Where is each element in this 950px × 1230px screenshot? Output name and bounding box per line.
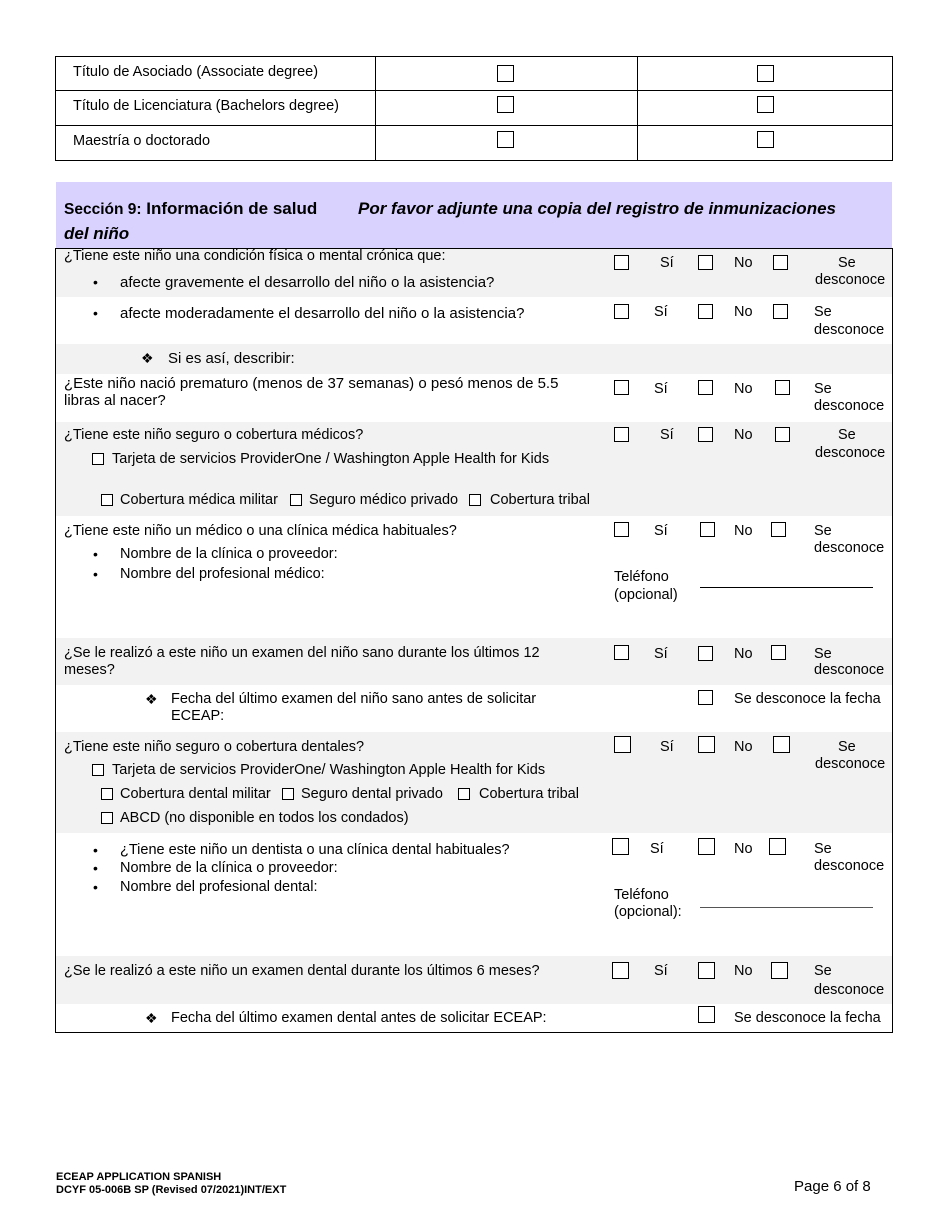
phone-field[interactable] bbox=[700, 907, 873, 908]
unknown-label: Se bbox=[814, 304, 832, 320]
phone-field[interactable] bbox=[700, 587, 873, 588]
private-checkbox[interactable] bbox=[290, 494, 302, 506]
medical-coverage-question: ¿Tiene este niño seguro o cobertura médicos? bbox=[64, 427, 364, 443]
footer-form-number: DCYF 05-006B SP (Revised 07/2021)INT/EXT bbox=[56, 1184, 287, 1196]
no-checkbox[interactable] bbox=[698, 736, 715, 753]
no-label: No bbox=[734, 523, 753, 539]
wellchild-date-label: Fecha del último examen del niño sano antes de solicitar bbox=[171, 691, 537, 707]
bullet-icon: • bbox=[93, 305, 98, 321]
no-checkbox[interactable] bbox=[698, 838, 715, 855]
yes-checkbox[interactable] bbox=[614, 522, 629, 537]
edu-checkbox[interactable] bbox=[757, 96, 774, 113]
chronic-bullet: afecte moderadamente el desarrollo del niño o la asistencia? bbox=[120, 305, 525, 322]
yes-label: Sí bbox=[654, 963, 668, 979]
bullet-icon: • bbox=[93, 842, 98, 858]
no-checkbox[interactable] bbox=[698, 427, 713, 442]
yes-label: Sí bbox=[654, 381, 668, 397]
yes-label: Sí bbox=[650, 841, 664, 857]
unknown-checkbox[interactable] bbox=[769, 838, 786, 855]
unknown-label: Se bbox=[814, 841, 832, 857]
unknown-checkbox[interactable] bbox=[775, 380, 790, 395]
chronic-question: ¿Tiene este niño una condición física o mental crónica que: bbox=[64, 248, 446, 264]
describe-label: Si es así, describir: bbox=[168, 350, 295, 367]
unknown-label: desconoce bbox=[814, 858, 885, 874]
no-checkbox[interactable] bbox=[698, 255, 713, 270]
section-note: Por favor adjunte una copia del registro de inmunizaciones bbox=[358, 199, 836, 218]
unknown-label: Se bbox=[814, 646, 832, 662]
unknown-label: desconoce bbox=[814, 398, 885, 414]
unknown-label: desconoce bbox=[815, 756, 886, 772]
tribal-dental-checkbox[interactable] bbox=[458, 788, 470, 800]
abcd-checkbox[interactable] bbox=[101, 812, 113, 824]
yes-checkbox[interactable] bbox=[614, 427, 629, 442]
dental-coverage-question: ¿Tiene este niño seguro o cobertura dentales? bbox=[64, 739, 365, 755]
wellchild-question: meses? bbox=[64, 662, 115, 678]
edu-checkbox[interactable] bbox=[497, 96, 514, 113]
edu-row-label: Maestría o doctorado bbox=[73, 133, 211, 149]
unknown-checkbox[interactable] bbox=[771, 962, 788, 979]
phone-label: Teléfono bbox=[614, 569, 669, 585]
phone-label: (opcional): bbox=[614, 904, 682, 920]
no-label: No bbox=[734, 739, 753, 755]
unknown-label: desconoce bbox=[814, 322, 885, 338]
edu-checkbox[interactable] bbox=[497, 65, 514, 82]
diamond-bullet-icon: ❖ bbox=[145, 691, 158, 707]
doctor-question: ¿Tiene este niño un médico o una clínica médica habituales? bbox=[64, 523, 457, 539]
coverage-option: Cobertura tribal bbox=[479, 786, 579, 802]
edu-row-label: Título de Asociado (Associate degree) bbox=[73, 64, 319, 80]
diamond-bullet-icon: ❖ bbox=[141, 350, 154, 366]
unknown-date-label: Se desconoce la fecha bbox=[734, 1010, 881, 1026]
unknown-checkbox[interactable] bbox=[773, 736, 790, 753]
yes-label: Sí bbox=[660, 255, 674, 271]
no-label: No bbox=[734, 646, 753, 662]
edu-row-label: Título de Licenciatura (Bachelors degree) bbox=[73, 98, 339, 114]
coverage-option: Seguro dental privado bbox=[301, 786, 443, 802]
no-label: No bbox=[734, 304, 753, 320]
unknown-checkbox[interactable] bbox=[771, 522, 786, 537]
dentist-bullet: Nombre del profesional dental: bbox=[120, 879, 318, 895]
unknown-label: Se bbox=[838, 255, 856, 271]
no-checkbox[interactable] bbox=[698, 962, 715, 979]
dentist-bullet: ¿Tiene este niño un dentista o una clínica dental habituales? bbox=[120, 842, 510, 858]
unknown-label: Se bbox=[838, 427, 856, 443]
unknown-date-checkbox[interactable] bbox=[698, 1006, 715, 1023]
yes-label: Sí bbox=[660, 427, 674, 443]
dental-exam-question: ¿Se le realizó a este niño un examen dental durante los últimos 6 meses? bbox=[64, 963, 540, 979]
unknown-label: Se bbox=[814, 381, 832, 397]
unknown-label: desconoce bbox=[815, 272, 886, 288]
edu-checkbox[interactable] bbox=[757, 65, 774, 82]
yes-checkbox[interactable] bbox=[612, 962, 629, 979]
unknown-checkbox[interactable] bbox=[773, 255, 788, 270]
unknown-label: desconoce bbox=[814, 662, 885, 678]
yes-checkbox[interactable] bbox=[612, 838, 629, 855]
yes-label: Sí bbox=[654, 646, 668, 662]
premature-question: ¿Este niño nació prematuro (menos de 37 semanas) o pesó menos de 5.5 bbox=[64, 375, 559, 392]
providerone-checkbox[interactable] bbox=[92, 453, 104, 465]
no-checkbox[interactable] bbox=[698, 380, 713, 395]
private-dental-checkbox[interactable] bbox=[282, 788, 294, 800]
no-label: No bbox=[734, 427, 753, 443]
chronic-bullet: afecte gravemente el desarrollo del niño o la asistencia? bbox=[120, 274, 495, 291]
section-note: del niño bbox=[64, 224, 130, 243]
bullet-icon: • bbox=[93, 566, 98, 582]
unknown-label: desconoce bbox=[814, 982, 885, 998]
coverage-option: Tarjeta de servicios ProviderOne/ Washington Apple Health for Kids bbox=[112, 762, 546, 778]
unknown-label: desconoce bbox=[815, 445, 886, 461]
military-dental-checkbox[interactable] bbox=[101, 788, 113, 800]
diamond-bullet-icon: ❖ bbox=[145, 1010, 158, 1026]
section-number: Sección 9: bbox=[64, 201, 142, 218]
premature-question: libras al nacer? bbox=[64, 392, 166, 409]
coverage-option: Seguro médico privado bbox=[309, 492, 459, 508]
yes-checkbox[interactable] bbox=[614, 645, 629, 660]
bullet-icon: • bbox=[93, 546, 98, 562]
yes-label: Sí bbox=[654, 523, 668, 539]
yes-label: Sí bbox=[660, 739, 674, 755]
no-label: No bbox=[734, 963, 753, 979]
yes-label: Sí bbox=[654, 304, 668, 320]
coverage-option: Cobertura dental militar bbox=[120, 786, 271, 802]
edu-checkbox[interactable] bbox=[497, 131, 514, 148]
wellchild-question: ¿Se le realizó a este niño un examen del niño sano durante los últimos 12 bbox=[64, 645, 540, 661]
doctor-bullet: Nombre de la clínica o proveedor: bbox=[120, 546, 338, 562]
tribal-checkbox[interactable] bbox=[469, 494, 481, 506]
edu-checkbox[interactable] bbox=[757, 131, 774, 148]
unknown-checkbox[interactable] bbox=[771, 645, 786, 660]
coverage-option: Cobertura médica militar bbox=[120, 492, 278, 508]
unknown-label: desconoce bbox=[814, 540, 885, 556]
yes-checkbox[interactable] bbox=[614, 380, 629, 395]
yes-checkbox[interactable] bbox=[614, 736, 631, 753]
unknown-checkbox[interactable] bbox=[773, 304, 788, 319]
bullet-icon: • bbox=[93, 274, 98, 290]
unknown-date-checkbox[interactable] bbox=[698, 690, 713, 705]
unknown-label: Se bbox=[814, 963, 832, 979]
unknown-checkbox[interactable] bbox=[775, 427, 790, 442]
bullet-icon: • bbox=[93, 879, 98, 895]
page-number: Page 6 of 8 bbox=[794, 1178, 871, 1195]
yes-checkbox[interactable] bbox=[614, 304, 629, 319]
phone-label: Teléfono bbox=[614, 887, 669, 903]
military-checkbox[interactable] bbox=[101, 494, 113, 506]
dentist-bullet: Nombre de la clínica o proveedor: bbox=[120, 860, 338, 876]
coverage-option: Cobertura tribal bbox=[490, 492, 590, 508]
unknown-label: Se bbox=[838, 739, 856, 755]
no-label: No bbox=[734, 381, 753, 397]
providerone-dental-checkbox[interactable] bbox=[92, 764, 104, 776]
no-checkbox[interactable] bbox=[700, 522, 715, 537]
no-checkbox[interactable] bbox=[698, 646, 713, 661]
unknown-label: Se bbox=[814, 523, 832, 539]
doctor-bullet: Nombre del profesional médico: bbox=[120, 566, 325, 582]
no-label: No bbox=[734, 255, 753, 271]
wellchild-date-label: ECEAP: bbox=[171, 708, 225, 724]
no-checkbox[interactable] bbox=[698, 304, 713, 319]
no-label: No bbox=[734, 841, 753, 857]
section-title: Información de salud bbox=[146, 199, 318, 218]
dental-date-label: Fecha del último examen dental antes de solicitar ECEAP: bbox=[171, 1010, 547, 1026]
bullet-icon: • bbox=[93, 860, 98, 876]
yes-checkbox[interactable] bbox=[614, 255, 629, 270]
phone-label: (opcional) bbox=[614, 587, 678, 603]
coverage-option: ABCD (no disponible en todos los condados) bbox=[120, 810, 409, 826]
footer-form-name: ECEAP APPLICATION SPANISH bbox=[56, 1171, 222, 1183]
unknown-date-label: Se desconoce la fecha bbox=[734, 691, 881, 707]
coverage-option: Tarjeta de servicios ProviderOne / Washington Apple Health for Kids bbox=[112, 451, 550, 467]
